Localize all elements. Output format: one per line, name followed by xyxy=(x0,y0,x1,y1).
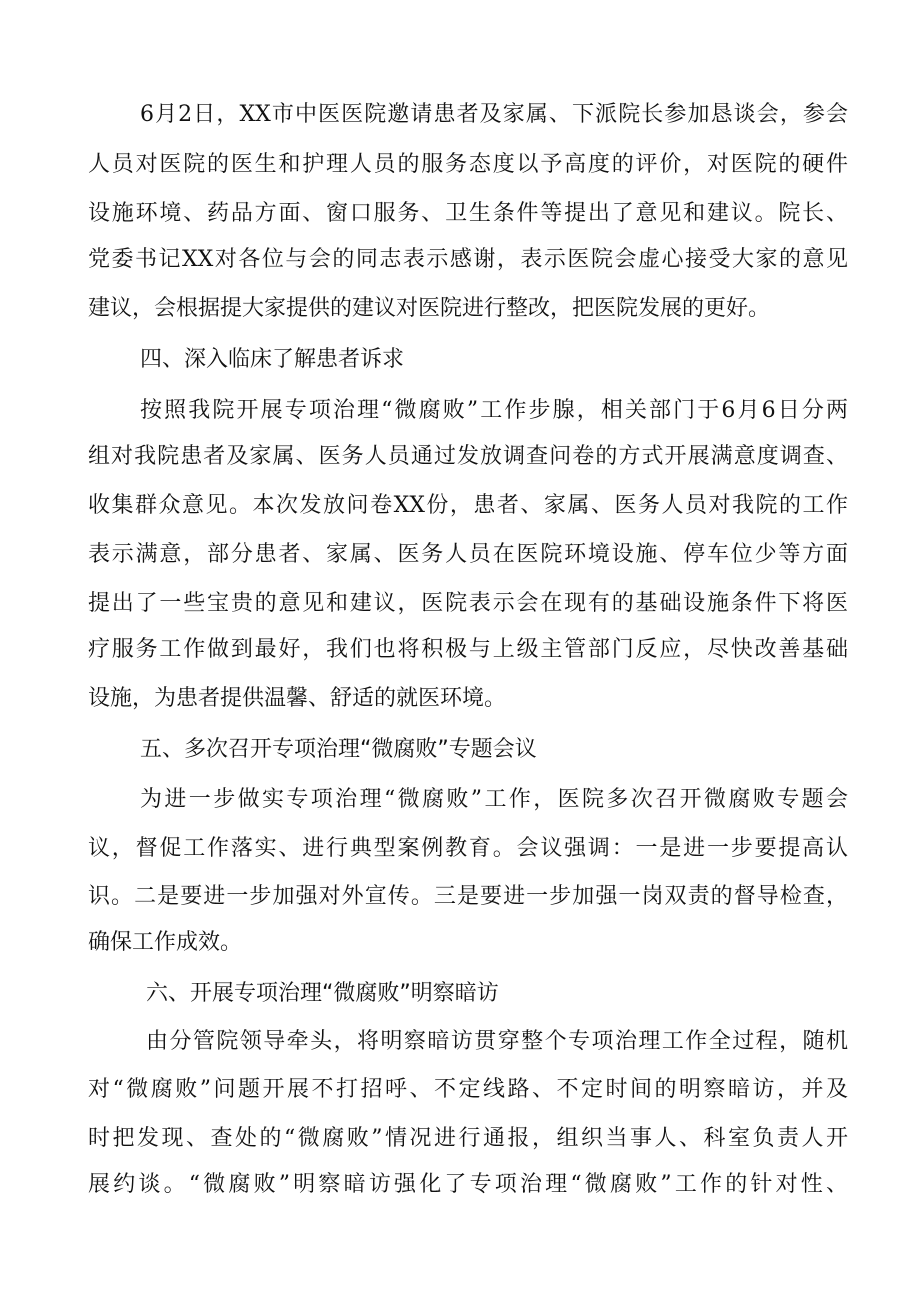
paragraph-line: 建议，会根据提大家提供的建议对医院进行整改，把医院发展的更好。 xyxy=(88,296,771,321)
paragraph-line: 收集群众意见。本次发放问卷XX份，患者、家属、医务人员对我院的工作 xyxy=(88,493,848,518)
section-heading: 四、深入临床了解患者诉求 xyxy=(140,347,405,372)
paragraph-line: 由分管院领导牵头，将明察暗访贯穿整个专项治理工作全过程，随机 xyxy=(146,1029,848,1054)
paragraph-line: 确保工作成效。 xyxy=(88,930,243,955)
paragraph-line: 表示满意，部分患者、家属、医务人员在医院环境设施、停车位少等方面 xyxy=(88,542,848,567)
paragraph-line: 6月2日，XX市中医医院邀请患者及家属、下派院长参加恳谈会，参会 xyxy=(140,102,848,127)
paragraph-line: 识。二是要进一步加强对外宣传。三是要进一步加强一岗双责的督导检查， xyxy=(88,884,848,909)
paragraph-line: 按照我院开展专项治理“微腐败”工作步腺，相关部门于6月6日分两 xyxy=(140,398,848,423)
paragraph-line: 时把发现、查处的“微腐败”情况进行通报，组织当事人、科室负责人开 xyxy=(88,1126,848,1151)
paragraph-line: 对“微腐败”问题开展不打招呼、不定线路、不定时间的明察暗访，并及 xyxy=(88,1077,848,1102)
paragraph-line: 疗服务工作做到最好，我们也将积极与上级主管部门反应，尽快改善基础 xyxy=(88,637,848,662)
paragraph-line: 设施，为患者提供温馨、舒适的就医环境。 xyxy=(88,686,507,711)
paragraph-line: 设施环境、药品方面、窗口服务、卫生条件等提出了意见和建议。院长、 xyxy=(88,201,848,226)
paragraph-line: 组对我院患者及家属、医务人员通过发放调查问卷的方式开展满意度调查、 xyxy=(88,444,848,469)
paragraph-line: 为进一步做实专项治理“微腐败”工作，医院多次召开微腐败专题会 xyxy=(140,787,848,812)
paragraph-line: 展约谈。“微腐败”明察暗访强化了专项治理“微腐败”工作的针对性、 xyxy=(88,1172,848,1197)
paragraph-line: 人员对医院的医生和护理人员的服务态度以予高度的评价，对医院的硬件 xyxy=(88,152,848,177)
section-heading: 五、多次召开专项治理“微腐败”专题会议 xyxy=(140,737,537,762)
paragraph-line: 议，督促工作落实、进行典型案例教育。会议强调：一是进一步要提高认 xyxy=(88,836,848,861)
paragraph-line: 提出了一些宝贵的意见和建议，医院表示会在现有的基础设施条件下将医 xyxy=(88,591,848,616)
section-heading: 六、开展专项治理“微腐败”明察暗访 xyxy=(146,981,499,1006)
paragraph-line: 党委书记XX对各位与会的同志表示感谢，表示医院会虚心接受大家的意见 xyxy=(88,247,848,272)
